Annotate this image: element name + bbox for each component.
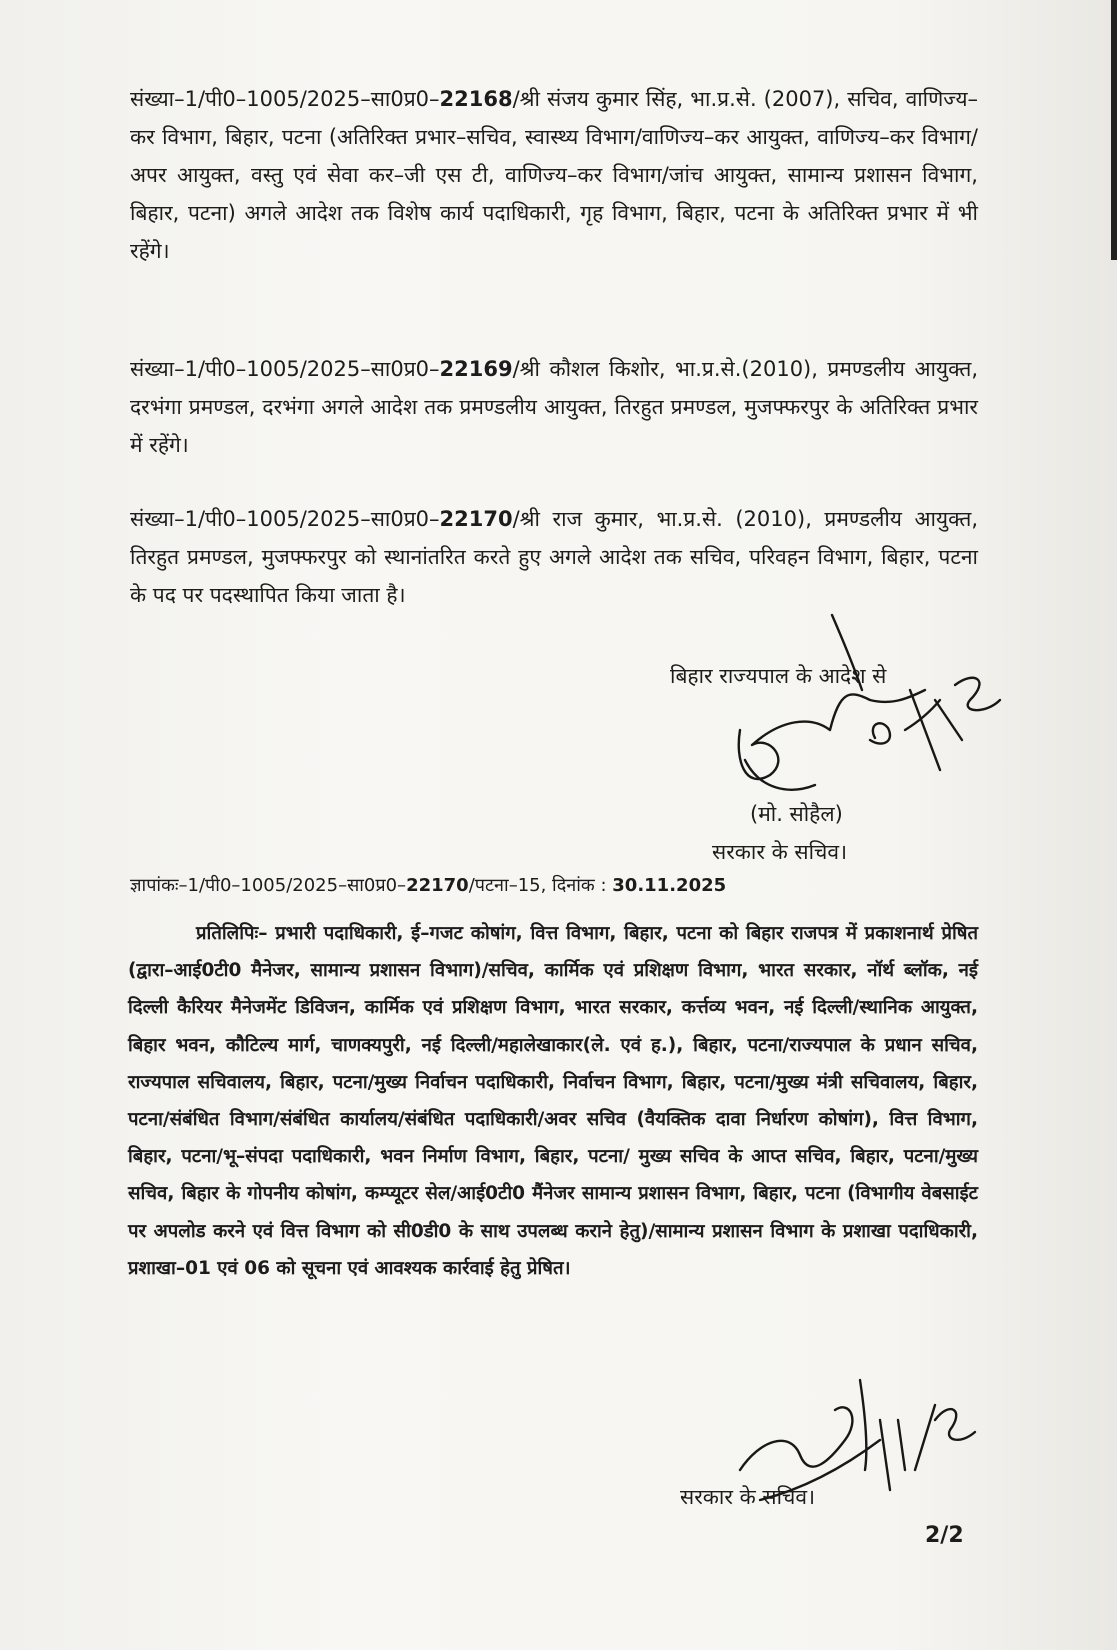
order-paragraph-3: [130, 500, 978, 614]
officer-name: (मो. सोहैल): [750, 802, 843, 826]
memo-mid: /पटना–15, दिनांक :: [468, 875, 613, 896]
page-edge-shadow: [1111, 0, 1117, 260]
page-number: 2/2: [925, 1523, 964, 1548]
memo-number: 22170: [406, 875, 469, 896]
ref-number: 22168: [439, 87, 513, 111]
memo-prefix: ज्ञापांकः–1/पी0–1005/2025–सा0प्र0–: [130, 875, 407, 896]
by-order-of-governor: बिहार राज्यपाल के आदेश से: [670, 664, 887, 688]
memo-date: 30.11.2025: [612, 875, 727, 896]
ref-prefix: संख्या–1/पी0–1005/2025–सा0प्र0–: [130, 507, 440, 531]
order-paragraph-2: [130, 350, 978, 464]
order-text: /श्री राज कुमार, भा.प्र.से. (2010), प्रमण्डलीय आयुक्त, तिरहुत प्रमण्डल, मुजफ्फरपुर को स्थानांतरित करते हुए अगले आदेश तक सचिव, परिवहन विभाग, बिहार, पटना के पद पर पदस्थापित किया जाता है।: [130, 507, 978, 607]
officer-title: सरकार के सचिव।: [712, 840, 848, 864]
ref-prefix: संख्या–1/पी0–1005/2025–सा0प्र0–: [130, 87, 440, 111]
ref-prefix: संख्या–1/पी0–1005/2025–सा0प्र0–: [130, 357, 440, 381]
final-officer-title: सरकार के सचिव।: [680, 1485, 816, 1509]
order-text: /श्री कौशल किशोर, भा.प्र.से.(2010), प्रमण्डलीय आयुक्त, दरभंगा प्रमण्डल, दरभंगा अगले आदेश तक प्रमण्डलीय आयुक्त, तिरहुत प्रमण्डल, मुजफ्फरपुर के अतिरिक्त प्रभार में रहेंगे।: [130, 357, 978, 457]
copy-forwarded-paragraph: प्रतिलिपिः– प्रभारी पदाधिकारी, ई–गजट कोषांग, वित्त विभाग, बिहार, पटना को बिहार राजपत्र में प्रकाशनार्थ प्रेषित (द्वारा–आई0टी0 मैनेजर, सामान्य प्रशासन विभाग)/सचिव, कार्मिक एवं प्रशिक्षण विभाग, भारत सरकार, नॉर्थ ब्लॉक, नई दिल्ली कैरियर मैनेजमेंट डिविजन, कार्मिक एवं प्रशिक्षण विभाग, भारत सरकार, कर्त्तव्य भवन, नई दिल्ली/स्थानिक आयुक्त, बिहार भवन, कौटिल्य मार्ग, चाणक्यपुरी, नई दिल्ली/महालेखाकार(ले. एवं ह.), बिहार, पटना/राज्यपाल के प्रधान सचिव, राज्यपाल सचिवालय, बिहार, पटना/मुख्य निर्वाचन पदाधिकारी, निर्वाचन विभाग, बिहार, पटना/मुख्य मंत्री सचिवालय, बिहार, पटना/संबंधित विभाग/संबंधित कार्यालय/संबंधित पदाधिकारी/अवर सचिव (वैयक्तिक दावा निर्धारण कोषांग), वित्त विभाग, बिहार, पटना/भू–संपदा पदाधिकारी, भवन निर्माण विभाग, बिहार, पटना/ मुख्य सचिव के आप्त सचिव, बिहार, पटना/मुख्य सचिव, बिहार के गोपनीय कोषांग, कम्प्यूटर सेल/आई0टी0 मैंनेजर सामान्य प्रशासन विभाग, बिहार, पटना (विभागीय वेबसाईट पर अपलोड करने एवं वित्त विभाग को सी0डी0 के साथ उपलब्ध कराने हेतु)/सामान्य प्रशासन विभाग के प्रशाखा पदाधिकारी, प्रशाखा–01 एवं 06 को सूचना एवं आवश्यक कार्रवाई हेतु प्रेषित।: [128, 923, 978, 1279]
memo-reference: [130, 873, 726, 897]
ref-number: 22170: [439, 507, 513, 531]
order-text: /श्री संजय कुमार सिंह, भा.प्र.से. (2007), सचिव, वाणिज्य–कर विभाग, बिहार, पटना (अतिरिक्त प्रभार–सचिव, स्वास्थ्य विभाग/वाणिज्य–कर आयुक्त, वाणिज्य–कर विभाग/अपर आयुक्त, वस्तु एवं सेवा कर–जी एस टी, वाणिज्य–कर विभाग/जांच आयुक्त, सामान्य प्रशासन विभाग, बिहार, पटना) अगले आदेश तक विशेष कार्य पदाधिकारी, गृह विभाग, बिहार, पटना के अतिरिक्त प्रभार में भी रहेंगे।: [130, 87, 978, 263]
order-paragraph-1: [130, 80, 978, 270]
ref-number: 22169: [439, 357, 513, 381]
